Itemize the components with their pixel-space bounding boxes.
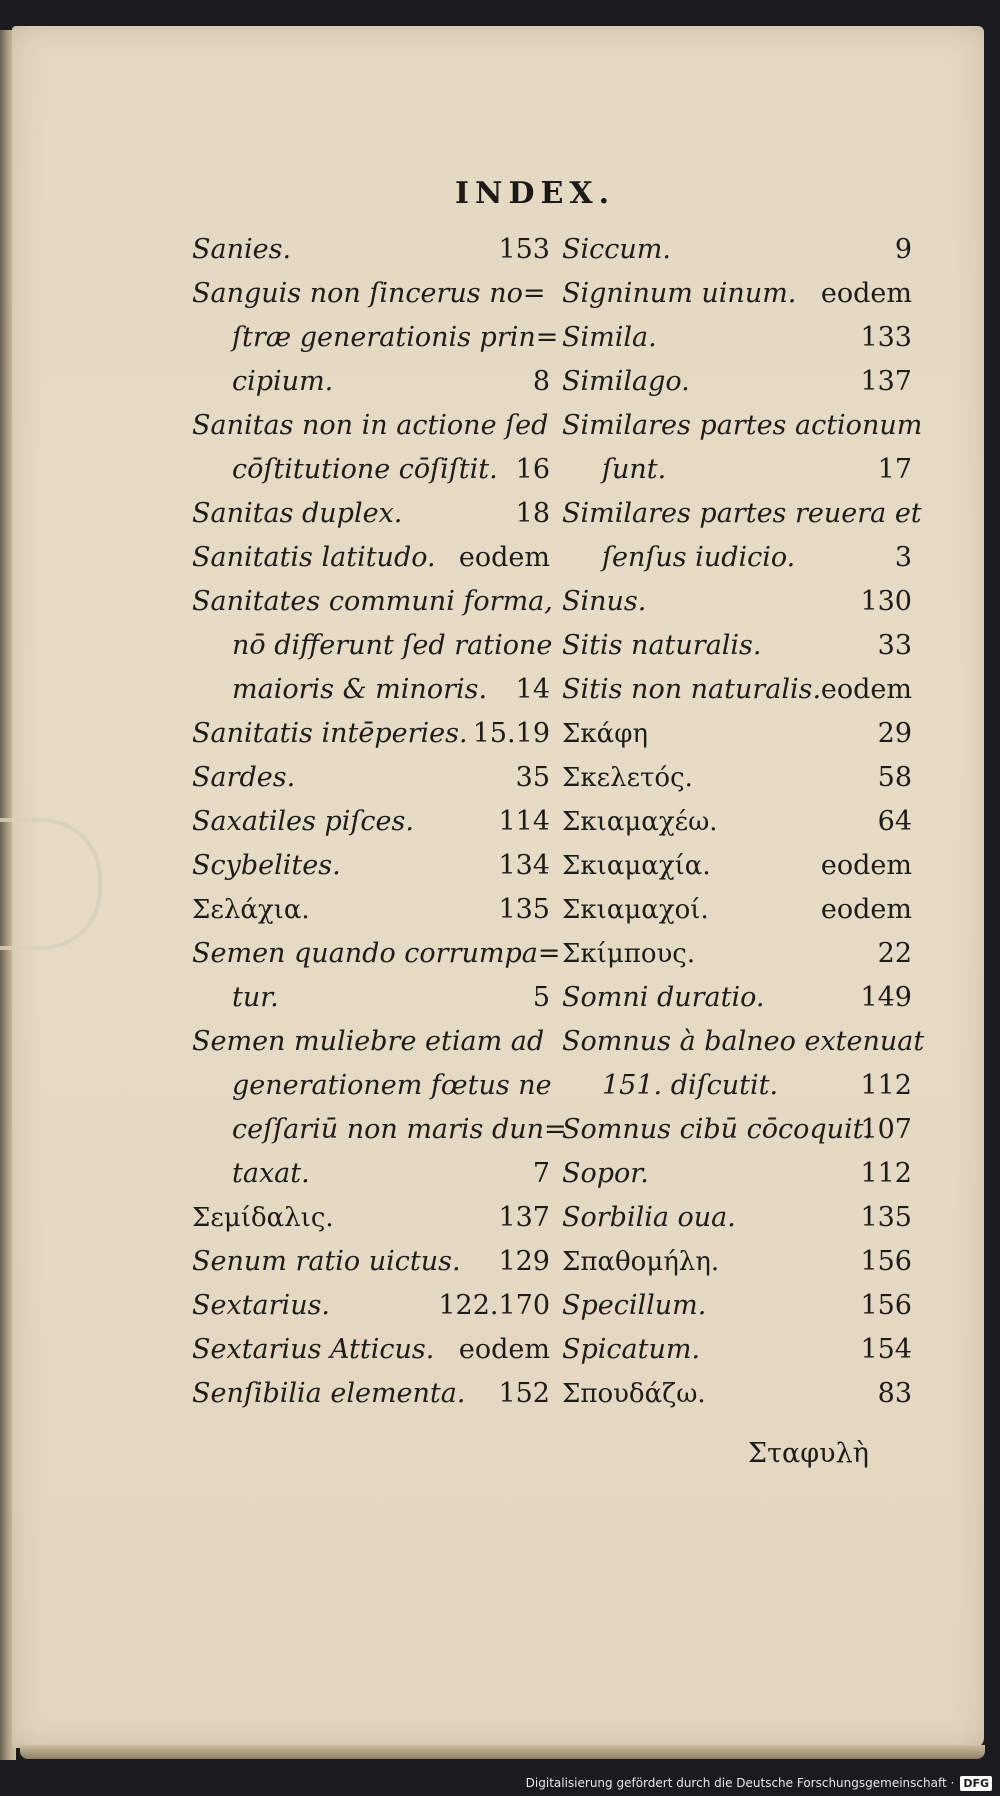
index-column-left <box>192 228 567 1416</box>
entry-page: 133 <box>860 322 912 353</box>
page-title: INDEX. <box>455 176 616 211</box>
entry-page: eodem <box>820 894 912 925</box>
entry-page: 15.19 <box>472 718 550 749</box>
dfg-logo: DFG <box>960 1776 992 1791</box>
entry-page: 58 <box>877 762 912 793</box>
entry-page: 29 <box>877 718 912 749</box>
entry-text: Sanies. <box>192 234 292 265</box>
entry-text: Sanguis non ſincerus no= <box>192 278 546 309</box>
entry-text: 151. diſcutit. <box>602 1070 779 1101</box>
index-entry <box>562 932 912 976</box>
index-entry <box>562 800 912 844</box>
index-entry <box>562 580 912 624</box>
catchword: Σταφυλὴ <box>748 1438 869 1469</box>
entry-text: Sinus. <box>562 586 647 617</box>
entry-text: Similares partes reuera et <box>562 498 922 529</box>
entry-page: 135 <box>498 894 550 925</box>
index-entry <box>562 888 912 932</box>
index-entry <box>562 624 912 668</box>
entry-text: Σκιαμαχέω. <box>562 807 718 837</box>
index-entry <box>562 1328 912 1372</box>
index-entry <box>192 404 550 448</box>
entry-text: Sanitatis intēperies. <box>192 718 468 749</box>
entry-text: Sitis non naturalis. <box>562 674 822 705</box>
entry-text: tur. <box>232 982 279 1013</box>
entry-text: Somni duratio. <box>562 982 765 1013</box>
entry-page: 137 <box>860 366 912 397</box>
entry-text: Similago. <box>562 366 690 397</box>
entry-text: Simila. <box>562 322 657 353</box>
entry-text: Senſibilia elementa. <box>192 1378 466 1409</box>
entry-page: 16 <box>515 454 550 485</box>
entry-text: cōſtitutione cōſiſtit. <box>232 454 498 485</box>
entry-page: 153 <box>498 234 550 265</box>
entry-text: Semen quando corrumpa= <box>192 938 561 969</box>
entry-page: 18 <box>515 498 550 529</box>
index-entry <box>192 1328 550 1372</box>
entry-page: 17 <box>877 454 912 485</box>
entry-text: Sorbilia oua. <box>562 1202 736 1233</box>
entry-page: eodem <box>820 674 912 705</box>
entry-text: taxat. <box>232 1158 310 1189</box>
entry-page: 33 <box>877 630 912 661</box>
entry-text: Σελάχια. <box>192 895 310 925</box>
entry-text: Somnus cibū cōcoquit. <box>562 1114 873 1145</box>
index-entry <box>192 668 550 712</box>
entry-page: 7 <box>532 1158 550 1189</box>
entry-text: Sextarius Atticus. <box>192 1334 435 1365</box>
entry-page: eodem <box>458 542 550 573</box>
index-entry <box>562 492 922 536</box>
entry-page: eodem <box>820 850 912 881</box>
entry-text: Spicatum. <box>562 1334 701 1365</box>
entry-text: Senum ratio uictus. <box>192 1246 461 1277</box>
index-entry <box>192 932 561 976</box>
index-entry <box>192 580 553 624</box>
index-entry <box>562 1284 912 1328</box>
entry-page: 35 <box>515 762 550 793</box>
index-entry <box>192 1196 550 1240</box>
index-entry <box>192 1284 550 1328</box>
index-entry <box>192 1372 550 1416</box>
entry-text: Siccum. <box>562 234 671 265</box>
footer-text: Digitalisierung gefördert durch die Deutsche Forschungsgemeinschaft · <box>525 1776 955 1790</box>
entry-text: Sanitas non in actione ſed <box>192 410 549 441</box>
entry-text: ſtræ generationis prin= <box>232 322 559 353</box>
index-entry <box>192 316 559 360</box>
entry-page: 8 <box>532 366 550 397</box>
entry-text: Sanitates communi forma, <box>192 586 553 617</box>
entry-text: Σκιαμαχία. <box>562 851 711 881</box>
entry-text: Sanitatis latitudo. <box>192 542 436 573</box>
index-entry <box>562 844 912 888</box>
entry-page: eodem <box>458 1334 550 1365</box>
index-entry <box>192 888 550 932</box>
digitization-footer <box>526 1772 992 1794</box>
entry-text: Σκιαμαχοί. <box>562 895 709 925</box>
entry-page: 129 <box>498 1246 550 1277</box>
entry-text: Σπαθομήλη. <box>562 1247 720 1277</box>
entry-text: Specillum. <box>562 1290 707 1321</box>
entry-page: 156 <box>860 1246 912 1277</box>
entry-text: Signinum uinum. <box>562 278 797 309</box>
index-entry <box>192 1152 550 1196</box>
entry-text: Semen muliebre etiam ad <box>192 1026 545 1057</box>
entry-page: 114 <box>498 806 550 837</box>
entry-page: 5 <box>532 982 550 1013</box>
index-entry <box>192 624 553 668</box>
index-entry <box>192 800 550 844</box>
index-column-right <box>562 228 925 1416</box>
index-entry <box>192 976 550 1020</box>
index-entry <box>562 272 912 316</box>
index-entry <box>192 1064 550 1108</box>
index-entry <box>192 536 550 580</box>
index-entry <box>562 712 912 756</box>
index-entry <box>562 1240 912 1284</box>
index-entry <box>192 1108 567 1152</box>
entry-page: 83 <box>877 1378 912 1409</box>
entry-text: Sanitas duplex. <box>192 498 403 529</box>
entry-page: 112 <box>860 1158 912 1189</box>
index-entry <box>562 1108 912 1152</box>
index-entry <box>562 404 923 448</box>
entry-text: Sopor. <box>562 1158 649 1189</box>
entry-page: 137 <box>498 1202 550 1233</box>
entry-text: Σεμίδαλις. <box>192 1203 334 1233</box>
entry-text: Sextarius. <box>192 1290 331 1321</box>
index-entry <box>562 1020 925 1064</box>
index-entry <box>562 668 912 712</box>
entry-page: 149 <box>860 982 912 1013</box>
entry-page: 3 <box>894 542 912 573</box>
index-entry <box>562 228 912 272</box>
page-bottom-edge <box>20 1745 985 1759</box>
index-entry <box>562 536 912 580</box>
entry-text: Σπουδάζω. <box>562 1379 706 1409</box>
index-entry <box>562 316 912 360</box>
index-entry <box>192 1020 550 1064</box>
entry-text: Σκάφη <box>562 719 648 749</box>
index-entry <box>192 272 550 316</box>
entry-text: maioris & minoris. <box>232 674 488 705</box>
entry-page: 154 <box>860 1334 912 1365</box>
entry-page: 152 <box>498 1378 550 1409</box>
index-entry <box>562 448 912 492</box>
entry-text: ſenſus iudicio. <box>602 542 796 573</box>
entry-page: 107 <box>860 1114 912 1145</box>
index-entry <box>562 976 912 1020</box>
entry-text: nō differunt ſed ratione <box>232 630 553 661</box>
entry-page: 156 <box>860 1290 912 1321</box>
entry-page: 22 <box>877 938 912 969</box>
entry-text: Similares partes actionum <box>562 410 923 441</box>
entry-page: 9 <box>894 234 912 265</box>
index-entry <box>562 1064 912 1108</box>
entry-page: 112 <box>860 1070 912 1101</box>
index-entry <box>192 448 550 492</box>
index-entry <box>192 756 550 800</box>
index-entry <box>192 844 550 888</box>
entry-text: Sardes. <box>192 762 296 793</box>
index-entry <box>562 360 912 404</box>
index-entry <box>562 756 912 800</box>
entry-text: cipium. <box>232 366 334 397</box>
entry-text: Σκίμπους. <box>562 939 696 969</box>
index-entry <box>562 1152 912 1196</box>
entry-text: ceſſariū non maris dun= <box>232 1114 567 1145</box>
entry-text: ſunt. <box>602 454 667 485</box>
entry-page: 14 <box>515 674 550 705</box>
index-entry <box>192 712 550 756</box>
entry-text: Scybelites. <box>192 850 341 881</box>
entry-page: 130 <box>860 586 912 617</box>
index-entry <box>192 1240 550 1284</box>
index-entry <box>562 1196 912 1240</box>
index-entry <box>562 1372 912 1416</box>
entry-text: generationem fœtus ne <box>232 1070 552 1101</box>
entry-text: Saxatiles piſces. <box>192 806 414 837</box>
entry-page: 64 <box>877 806 912 837</box>
index-entry <box>192 492 550 536</box>
entry-page: 134 <box>498 850 550 881</box>
entry-page: eodem <box>820 278 912 309</box>
entry-page: 135 <box>860 1202 912 1233</box>
entry-text: Somnus à balneo extenuat <box>562 1026 925 1057</box>
entry-text: Σκελετός. <box>562 763 693 793</box>
entry-text: Sitis naturalis. <box>562 630 762 661</box>
entry-page: 122.170 <box>438 1290 550 1321</box>
index-entry <box>192 228 550 272</box>
index-entry <box>192 360 550 404</box>
